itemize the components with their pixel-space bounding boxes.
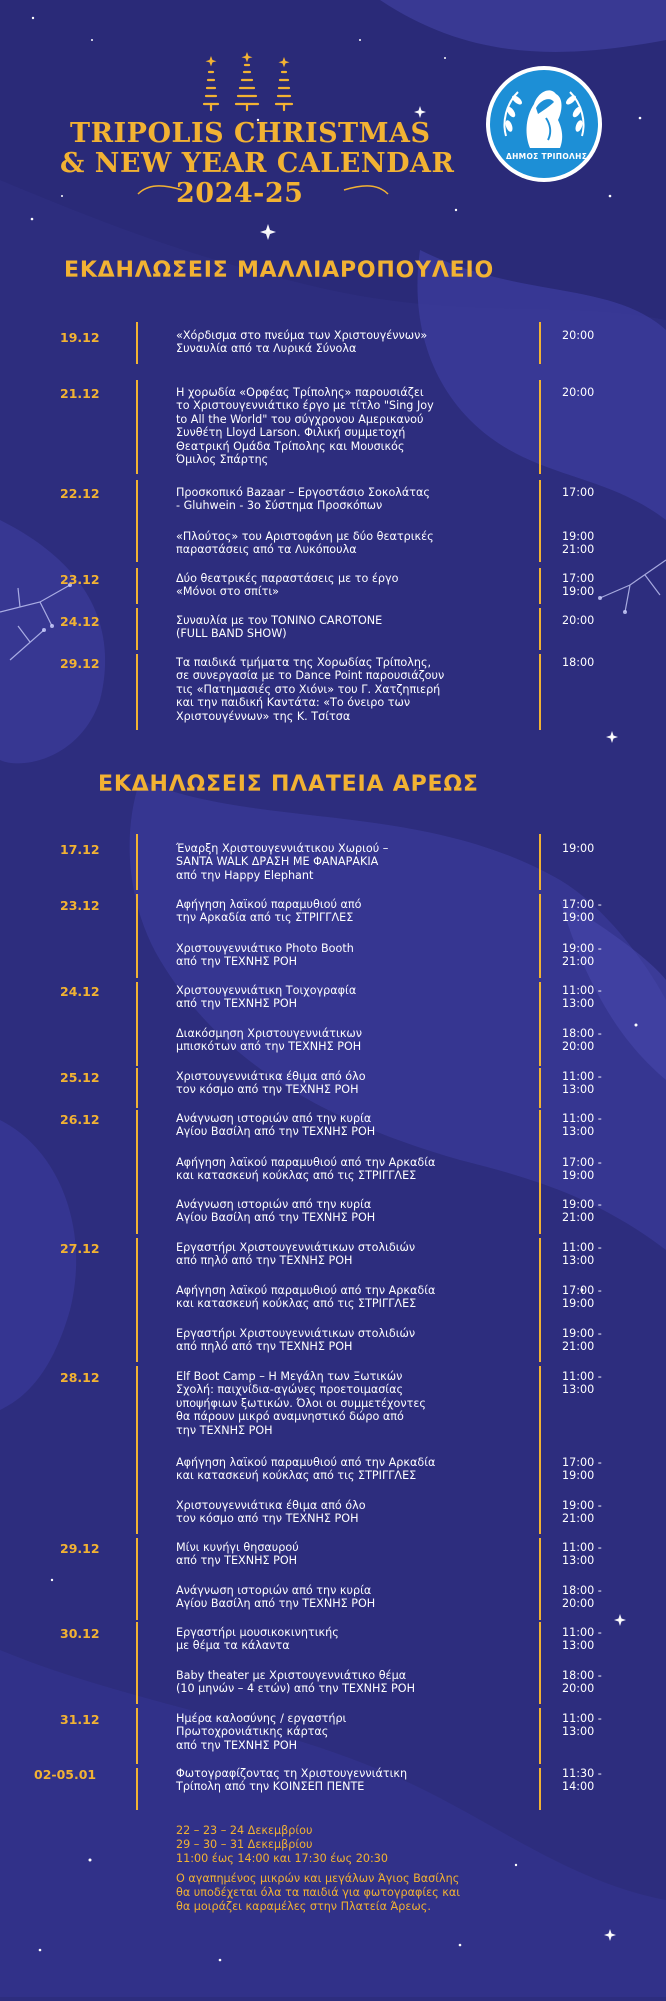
christmas-trees-icon [188,52,308,112]
event-time: 19:00 - 21:00 [562,942,602,969]
calendar-year: 2024-25 [176,178,304,209]
event-description: Εργαστήρι Χριστουγεννιάτικων στολιδιών από πηλό από την ΤΕΧΝΗΣ ΡΟΗ [176,1327,416,1354]
event-time: 19:00 [562,842,595,855]
event-time: 19:00 - 21:00 [562,1499,602,1526]
event-description: Εργαστήρι μουσικοκινητικής με θέμα τα κάλαντα [176,1626,339,1653]
column-divider [539,1622,541,1704]
column-divider [136,834,138,890]
event-description: Ανάγνωση ιστοριών από την κυρία Αγίου Βασίλη από την ΤΕΧΝΗΣ ΡΟΗ [176,1112,376,1139]
event-time: 11:00 - 13:00 [562,1541,602,1568]
event-time: 19:00 - 21:00 [562,1198,602,1225]
event-time: 19:00 - 21:00 [562,1327,602,1354]
event-description: Η χορωδία «Ορφέας Τρίπολης» παρουσιάζει το Χριστουγεννιάτικο έργο με τίτλο "Sing Joy to All the World" του σύγχρονου Αμερικανού Συνθέτη Lloyd Larson. Φιλική συμμετοχή Θεατρική Ομάδα Τρίπολης και Μουσικός Όμιλος Σπάρτης [176,386,434,467]
event-description: Ανάγνωση ιστοριών από την κυρία Αγίου Βασίλη από την ΤΕΧΝΗΣ ΡΟΗ [176,1198,376,1225]
event-time: 18:00 - 20:00 [562,1027,602,1054]
column-divider [136,1366,138,1534]
event-date: 29.12 [60,1541,100,1556]
event-time: 20:00 [562,386,595,399]
santa-visit-note: Ο αγαπημένος μικρών και μεγάλων Άγιος Βασίλης θα υποδέχεται όλα τα παιδιά για φωτογραφίες και θα μοιράζει καραμέλες στην Πλατεία Άρεως. [176,1872,461,1913]
column-divider [136,1768,138,1810]
column-divider [136,1068,138,1108]
event-time: 20:00 [562,614,595,627]
event-time: 11:00 - 13:00 [562,1626,602,1653]
event-description: Ημέρα καλοσύνης / εργαστήρι Πρωτοχρονιάτικης κάρτας από την ΤΕΧΝΗΣ ΡΟΗ [176,1712,347,1752]
event-time: 19:00 21:00 [562,530,595,557]
municipality-seal-icon [484,64,604,184]
event-date: 29.12 [60,656,100,671]
event-time: 11:00 - 13:00 [562,984,602,1011]
event-time: 11:30 - 14:00 [562,1767,602,1794]
event-description: Έναρξη Χριστουγεννιάτικου Χωριού – SANTA WALK ΔΡΑΣΗ ΜΕ ΦΑΝΑΡΑΚΙΑ από την Happy Elephant [176,842,389,882]
event-date: 28.12 [60,1370,100,1385]
column-divider [136,1708,138,1764]
event-description: Elf Boot Camp – Η Μεγάλη των Ξωτικών Σχολή: παιχνίδια-αγώνες προετοιμασίας υποψήφιων ξωτικών. Όλοι οι συμμετέχοντες θα πάρουν μικρό αναμνηστικό δώρο από την ΤΕΧΝΗΣ ΡΟΗ [176,1370,426,1437]
column-divider [136,1110,138,1234]
column-divider [136,480,138,562]
event-description: Διακόσμηση Χριστουγεννιάτικων μπισκότων από την ΤΕΧΝΗΣ ΡΟΗ [176,1027,363,1054]
logo-text: ΔΗΜΟΣ ΤΡΙΠΟΛΗΣ [506,152,588,161]
column-divider [136,568,138,604]
column-divider [539,1768,541,1810]
event-description: Συναυλία με τον TONINO CAROTONE (FULL BAND SHOW) [176,614,383,641]
event-time: 20:00 [562,329,595,342]
event-date: 17.12 [60,842,100,857]
event-time: 11:00 - 13:00 [562,1241,602,1268]
column-divider [136,380,138,474]
column-divider [136,654,138,730]
municipality-logo [484,64,604,184]
column-divider [539,982,541,1066]
event-date: 24.12 [60,614,100,629]
flourish-right-icon [340,182,390,198]
event-description: Αφήγηση λαϊκού παραμυθιού από την Αρκαδία από τις ΣΤΡΙΓΓΛΕΣ [176,898,362,925]
column-divider [136,608,138,650]
event-description: Αφήγηση λαϊκού παραμυθιού από την Αρκαδία και κατασκευή κούκλας από τις ΣΤΡΙΓΓΛΕΣ [176,1456,436,1483]
event-time: 17:00 19:00 [562,572,595,599]
column-divider [539,1238,541,1362]
event-date: 23.12 [60,898,100,913]
event-time: 17:00 - 19:00 [562,898,602,925]
event-description: Φωτογραφίζοντας τη Χριστουγεννιάτικη Τρίπολη από την ΚΟΙΝΣΕΠ ΠΕΝΤΕ [176,1767,408,1794]
event-time: 17:00 - 19:00 [562,1284,602,1311]
event-description: Εργαστήρι Χριστουγεννιάτικων στολιδιών από πηλό από την ΤΕΧΝΗΣ ΡΟΗ [176,1241,416,1268]
column-divider [136,1538,138,1620]
column-divider [539,834,541,890]
event-description: Χριστουγεννιάτικα έθιμα από όλο τον κόσμο από την ΤΕΧΝΗΣ ΡΟΗ [176,1499,366,1526]
event-date: 26.12 [60,1112,100,1127]
event-date: 24.12 [60,984,100,999]
event-description: Baby theater με Χριστουγεννιάτικο θέμα (10 μηνών – 4 ετών) από την ΤΕΧΝΗΣ ΡΟΗ [176,1669,416,1696]
column-divider [136,1238,138,1362]
column-divider [539,1068,541,1108]
event-date: 31.12 [60,1712,100,1727]
column-divider [136,982,138,1066]
event-date: 23.12 [60,572,100,587]
event-time: 17:00 [562,486,595,499]
event-description: Αφήγηση λαϊκού παραμυθιού από την Αρκαδία και κατασκευή κούκλας από τις ΣΤΡΙΓΓΛΕΣ [176,1284,436,1311]
column-divider [539,480,541,562]
column-divider [539,608,541,650]
calendar-title-line1: TRIPOLIS CHRISTMAS [70,118,431,149]
column-divider [539,1708,541,1764]
event-description: Χριστουγεννιάτικη Τοιχογραφία από την ΤΕΧΝΗΣ ΡΟΗ [176,984,357,1011]
event-time: 18:00 - 20:00 [562,1669,602,1696]
flourish-left-icon [136,182,186,198]
event-time: 11:00 - 13:00 [562,1112,602,1139]
event-date: 22.12 [60,486,100,501]
calendar-title-line2: & NEW YEAR CALENDAR [60,148,455,179]
event-date: 27.12 [60,1241,100,1256]
event-time: 18:00 - 20:00 [562,1584,602,1611]
column-divider [539,1538,541,1620]
section-title-malliaropouleio: ΕΚΔΗΛΩΣΕΙΣ ΜΑΛΛΙΑΡΟΠΟΥΛΕΙΟ [64,258,494,283]
column-divider [136,1622,138,1704]
section-title-plateia-areos: ΕΚΔΗΛΩΣΕΙΣ ΠΛΑΤΕΙΑ ΑΡΕΩΣ [98,772,479,797]
event-description: «Χόρδισμα στο πνεύμα των Χριστουγέννων» Συναυλία από τα Λυρικά Σύνολα [176,329,428,356]
event-description: Δύο θεατρικές παραστάσεις με το έργο «Μόνοι στο σπίτι» [176,572,399,599]
event-description: Προσκοπικό Bazaar – Εργοστάσιο Σοκολάτας - Gluhwein - 3ο Σύστημα Προσκόπων [176,486,430,513]
event-date: 21.12 [60,386,100,401]
column-divider [136,322,138,364]
event-description: «Πλούτος» του Αριστοφάνη με δύο θεατρικές παραστάσεις από τα Λυκόπουλα [176,530,434,557]
event-description: Χριστουγεννιάτικα έθιμα από όλο τον κόσμο από την ΤΕΧΝΗΣ ΡΟΗ [176,1070,366,1097]
event-time: 11:00 - 13:00 [562,1370,602,1397]
column-divider [539,380,541,474]
column-divider [539,1110,541,1234]
column-divider [539,1366,541,1534]
column-divider [539,568,541,604]
event-time: 11:00 - 13:00 [562,1070,602,1097]
event-description: Ανάγνωση ιστοριών από την κυρία Αγίου Βασίλη από την ΤΕΧΝΗΣ ΡΟΗ [176,1584,376,1611]
event-description: Χριστουγεννιάτικο Photo Booth από την ΤΕΧΝΗΣ ΡΟΗ [176,942,354,969]
event-time: 17:00 - 19:00 [562,1456,602,1483]
event-time: 17:00 - 19:00 [562,1156,602,1183]
event-time: 18:00 [562,656,595,669]
event-description: Μίνι κυνήγι θησαυρού από την ΤΕΧΝΗΣ ΡΟΗ [176,1541,299,1568]
column-divider [136,894,138,978]
event-date: 30.12 [60,1626,100,1641]
event-date: 02-05.01 [34,1767,97,1782]
event-date: 25.12 [60,1070,100,1085]
column-divider [539,322,541,364]
column-divider [539,894,541,978]
column-divider [539,654,541,730]
event-description: Τα παιδικά τμήματα της Χορωδίας Τρίπολης, σε συνεργασία με το Dance Point παρουσιάζουν τις «Πατημασιές στο Χιόνι» του Γ. Χατζηπιερή και την παιδική Καντάτα: «Το όνειρο των Χριστουγέννων» της Κ. Τσίτσα [176,656,445,723]
event-date: 19.12 [60,330,100,345]
event-time: 11:00 - 13:00 [562,1712,602,1739]
santa-visit-dates: 22 – 23 – 24 Δεκεμβρίου 29 – 30 – 31 Δεκεμβρίου 11:00 έως 14:00 και 17:30 έως 20:30 [176,1824,389,1865]
event-description: Αφήγηση λαϊκού παραμυθιού από την Αρκαδία και κατασκευή κούκλας από τις ΣΤΡΙΓΓΛΕΣ [176,1156,436,1183]
